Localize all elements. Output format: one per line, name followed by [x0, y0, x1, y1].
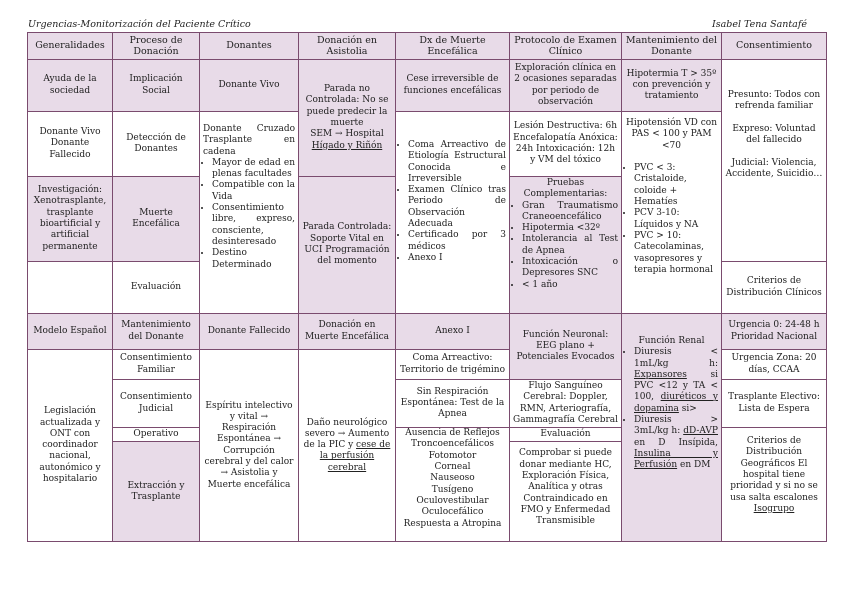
prot-prueba: • Gran Traumatismo Craneoencefálico [522, 201, 618, 224]
gen-ayuda: Ayuda de la sociedad [28, 60, 113, 112]
dx-refl-item: Troncoencefálicos [411, 439, 494, 450]
dx-refl-item: Oculovestibular [416, 495, 489, 506]
proc-implicacion: Implicación Social [113, 60, 200, 112]
dx-list [399, 140, 506, 264]
don-cruzado: Donante Cruzado Trasplante en cadena [203, 124, 295, 157]
col-asistolia: Donación en Asistolia [299, 33, 396, 60]
mant-renal-title: Función Renal [638, 336, 705, 346]
dx-refl-item: Oculocefálico [421, 507, 484, 518]
proc-cons-familiar: Consentimiento Familiar [113, 350, 200, 380]
gen-donante: Donante Vivo Donante Fallecido [28, 112, 113, 177]
prot-comprob: Comprobar si puede donar mediante HC, Exploración Física, Analítica y otras Contraindicado en FMO y Enfermedad Transmisible [510, 442, 622, 542]
proc-extraccion: Extracción y Trasplante [113, 442, 200, 542]
asis-dano [299, 350, 396, 542]
dx-refl-item: Respuesta a Atropina [403, 518, 502, 529]
mant-hipotermia: Hipotermia T > 35º con prevención y tratamiento [622, 60, 722, 112]
prot-pruebas-list [513, 201, 618, 291]
mant-renal [622, 314, 722, 542]
dx-anexo: Anexo I [396, 314, 510, 350]
gen-modelo: Modelo Español [28, 314, 113, 350]
cons-electivo: Trasplante Electivo: Lista de Espera [722, 380, 827, 428]
doc-title: Urgencias-Monitorización del Paciente Crítico [28, 19, 251, 30]
col-donantes: Donantes [200, 33, 299, 60]
prot-prueba: • Intoxicación o Depresores SNC [522, 257, 618, 280]
proc-muerte: Muerte Encefálica [113, 177, 200, 262]
prot-pruebas [510, 177, 622, 314]
col-proceso: Proceso de Donación [113, 33, 200, 60]
prot-neuronal: Función Neuronal: EEG plano + Potenciales Evocados [510, 314, 622, 380]
proc-operativo: Operativo [113, 428, 200, 442]
cons-geo-block [722, 428, 827, 542]
dx-criteria [396, 112, 510, 314]
dx-refl-item: Nauseoso [430, 473, 475, 484]
dx-reflejos [396, 428, 510, 542]
prot-flujo: Flujo Sanguíneo Cerebral: Doppler, RMN, Arteriografía, Gammagrafía Cerebral [510, 380, 622, 428]
don-item: • Consentimiento libre, expreso, consciente, desinteresado [212, 203, 295, 248]
col-protocolo: Protocolo de Examen Clínico [510, 33, 622, 60]
cons-expreso: Expreso: Voluntad del fallecido [732, 123, 816, 146]
doc-author: Isabel Tena Santafé [712, 19, 807, 30]
proc-evaluacion: Evaluación [113, 262, 200, 314]
mant-renal-list [625, 347, 718, 471]
dx-refl-item: Fotomotor [428, 450, 477, 461]
don-fallecido: Donante Fallecido [200, 314, 299, 350]
asis-no-ctrl-text: Parada no Controlada: No se puede predecir la muerte [305, 84, 389, 128]
asis-dano-text: Daño neurológico severo → Aumento de la PIC y [303, 417, 390, 451]
dx-item: • Coma Arreactivo de Etiología Estructural Conocida e Irreversible [408, 140, 506, 185]
cons-presunto: Presunto: Todos con refrenda familiar [727, 90, 821, 112]
dx-cese: Cese irreversible de funciones encefálicas [396, 60, 510, 112]
dx-refl-item: Tusígeno [431, 484, 474, 495]
mant-pvc-list [625, 163, 718, 276]
asis-en-me: Donación en Muerte Encefálica [299, 314, 396, 350]
mant-renal-item: • Diuresis < 1mL/kg h: Expansores si PVC <12 y TA < 100, diuréticos y dopamina si> [634, 347, 718, 415]
mant-hipot: Hipotensión VD con PAS < 100 y PAM <70 [625, 118, 718, 151]
cons-criterios: Criterios de Distribución Clínicos [722, 262, 827, 314]
don-item: • Mayor de edad en plenas facultades [212, 158, 295, 181]
dx-item: • Examen Clínico tras Periodo de Observación Adecuada [408, 185, 506, 230]
col-consentimiento: Consentimiento [722, 33, 827, 60]
cons-urgzona: Urgencia Zona: 20 días, CCAA [722, 350, 827, 380]
dx-item: • Anexo I [408, 253, 506, 264]
col-dx: Dx de Muerte Encefálica [396, 33, 510, 60]
prot-pruebas-title: Pruebas Complementarias: [523, 178, 608, 200]
gen-legislacion: Legislación actualizada y ONT con coordinador nacional, autonómico y hospitalario [28, 350, 113, 542]
prot-eval: Evaluación [510, 428, 622, 442]
prot-lesion: Lesión Destructiva: 6h Encefalopatía Anóxica: 24h Intoxicación: 12h y VM del tóxico [510, 112, 622, 177]
mant-pvc: • PCV 3-10: Líquidos y NA [634, 208, 718, 231]
col-generalidades: Generalidades [28, 33, 113, 60]
dx-sinresp: Sin Respiración Espontánea: Test de la Apnea [396, 380, 510, 428]
cons-urg0: Urgencia 0: 24-48 h Prioridad Nacional [722, 314, 827, 350]
cons-judicial: Judicial: Violencia, Accidente, Suicidio… [725, 157, 823, 180]
dx-refl-title: Ausencia de Reflejos [405, 428, 500, 439]
asis-sem: SEM → Hospital [310, 129, 384, 140]
cons-block [722, 60, 827, 262]
summary-table [27, 32, 827, 542]
don-espiritu: Espíritu intelectivo y vital → Respiración Espontánea → Corrupción cerebral y del calor → Asistolia y Muerte encefálica [200, 350, 299, 542]
don-vivo: Donante Vivo [200, 60, 299, 112]
mant-renal-item: • Diuresis > 3mL/kg h: dD-AVP en D Insípida, Insulina y Perfusión en DM [634, 415, 718, 471]
asis-organs: Hígado y Riñón [311, 140, 383, 151]
mant-pvc: • PVC < 3: Cristaloide, coloide + Hematíes [634, 163, 718, 208]
don-item: • Compatible con la Vida [212, 180, 295, 203]
asis-no-controlada [299, 60, 396, 177]
proc-mantenimiento: Mantenimiento del Donante [113, 314, 200, 350]
don-list [203, 158, 295, 271]
proc-deteccion: Detección de Donantes [113, 112, 200, 177]
don-cruzado-block [200, 112, 299, 314]
col-mantenimiento: Mantenimiento del Donante [622, 33, 722, 60]
dx-item: • Certificado por 3 médicos [408, 230, 506, 253]
asis-cese: cese de la perfusión cerebral [319, 440, 391, 473]
proc-cons-judicial: Consentimiento Judicial [113, 380, 200, 428]
prot-prueba: • < 1 año [522, 280, 618, 291]
dx-refl-item: Corneal [434, 462, 471, 473]
mant-pvc: • PVC > 10: Catecolaminas, vasopresores y terapia hormonal [634, 231, 718, 276]
cons-isogrupo: Isogrupo [753, 503, 795, 514]
prot-exploracion: Exploración clínica en 2 ocasiones separadas por periodo de observación [510, 60, 622, 112]
gen-investigacion: Investigación: Xenotrasplante, trasplante bioartificial y artificial permanente [28, 177, 113, 262]
mant-hipotension [622, 112, 722, 314]
dx-coma: Coma Arreactivo: Territorio de trigémino [396, 350, 510, 380]
prot-prueba: • Hipotermia <32º [522, 223, 618, 234]
don-item: • Destino Determinado [212, 248, 295, 271]
cons-geo: Criterios de Distribución Geográficos El hospital tiene prioridad y si no se usa salta escalones [730, 436, 818, 503]
gen-empty [28, 262, 113, 314]
prot-prueba: • Intolerancia al Test de Apnea [522, 234, 618, 257]
asis-controlada: Parada Controlada: Soporte Vital en UCI Programación del momento [299, 177, 396, 314]
